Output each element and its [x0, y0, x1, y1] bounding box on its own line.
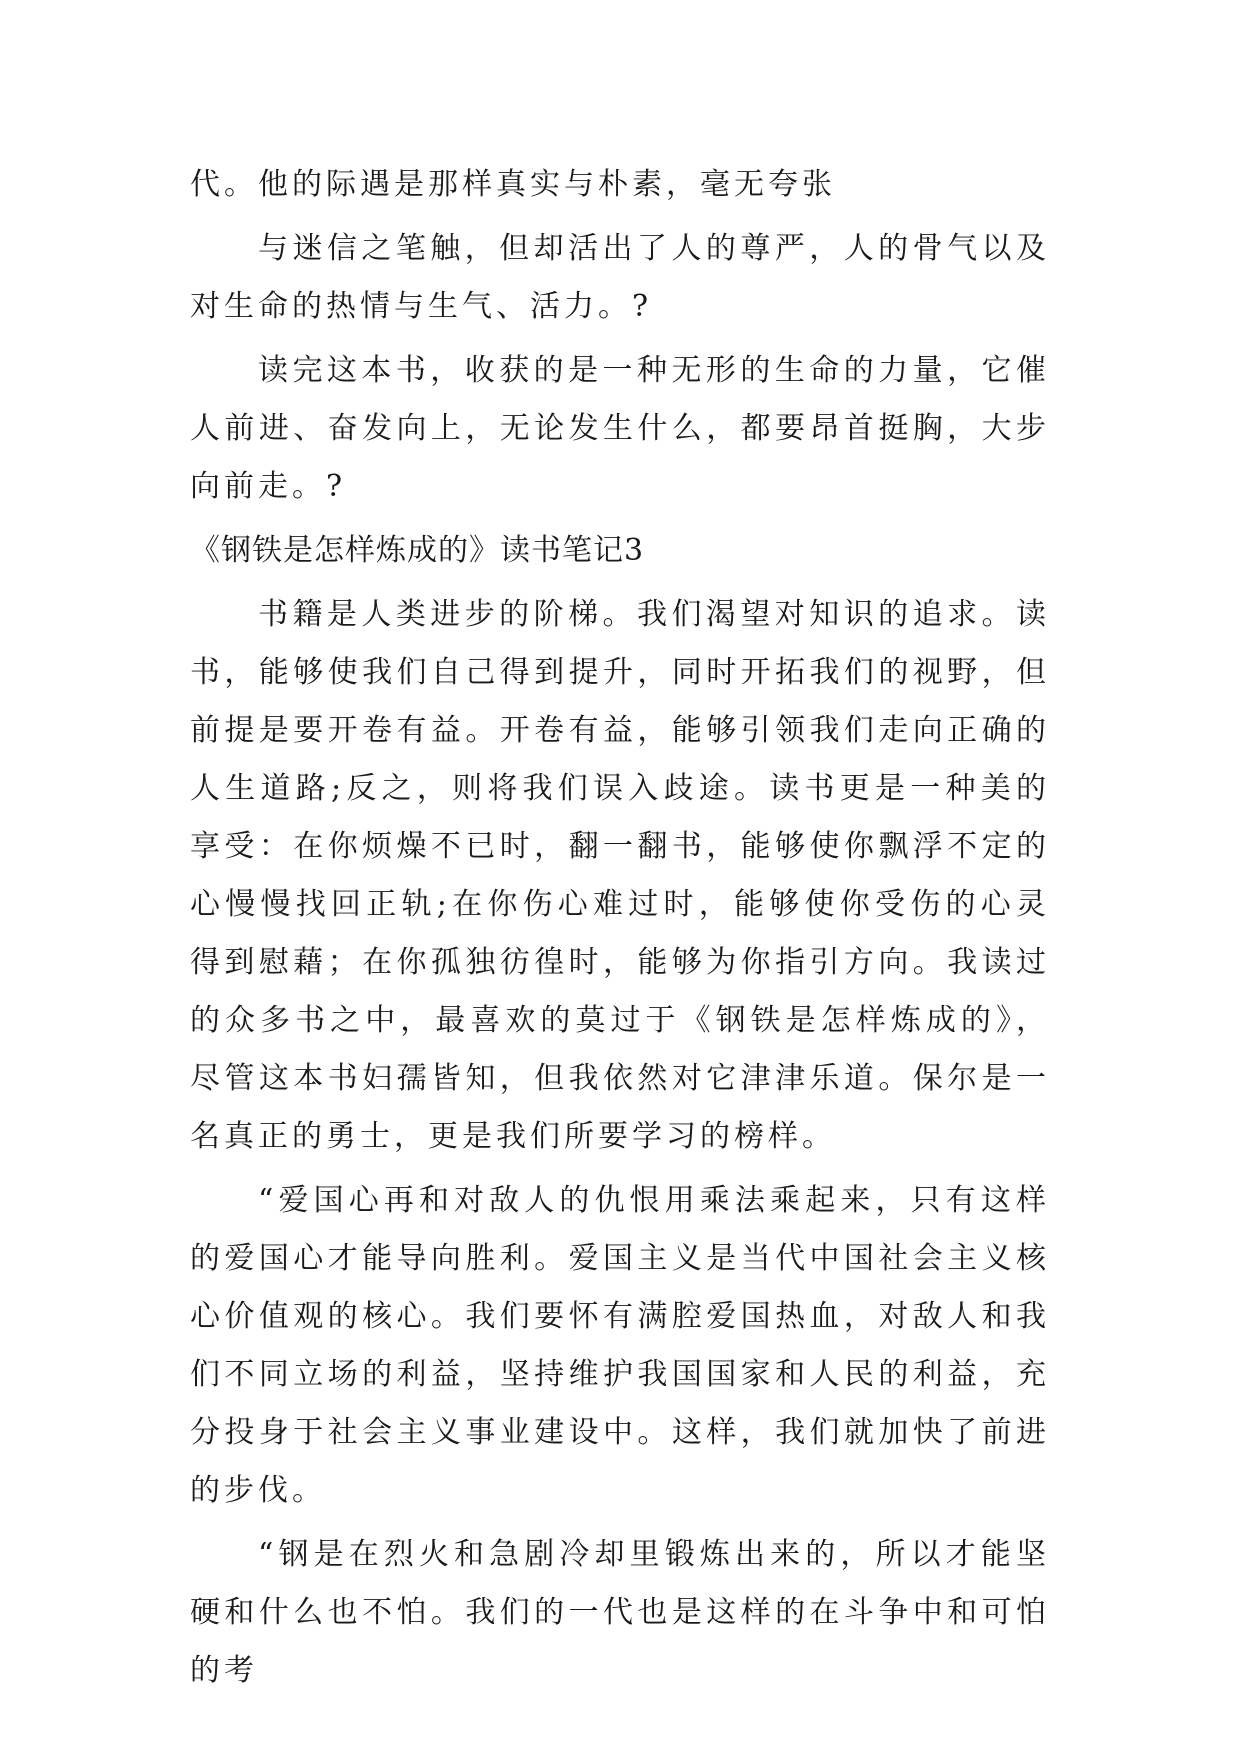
paragraph: “爱国心再和对敌人的仇恨用乘法乘起来，只有这样的爱国心才能导向胜利。爱国主义是当代中国社会主义核心价值观的核心。我们要怀有满腔爱国热血，对敌人和我们不同立场的利益，坚持维护我国国家和人民的利益，充分投身于社会主义事业建设中。这样，我们就加快了前进的步伐。 [190, 1183, 1050, 1508]
paragraph-continuation: 代。他的际遇是那样真实与朴素，毫无夸张 [190, 167, 836, 202]
paragraph: 与迷信之笔触，但却活出了人的尊严，人的骨气以及对生命的热情与生气、活力。? [190, 231, 1050, 324]
paragraph: 书籍是人类进步的阶梯。我们渴望对知识的追求。读书，能够使我们自己得到提升，同时开拓我们的视野，但前提是要开卷有益。开卷有益，能够引领我们走向正确的人生道路;反之，则将我们误入歧途。读书更是一种美的享受：在你烦燥不已时，翻一翻书，能够使你飘浮不定的心慢慢找回正轨;在你伤心难过时，能够使你受伤的心灵得到慰藉；在你孤独彷徨时，能够为你指引方向。我读过的众多书之中，最喜欢的莫过于《钢铁是怎样炼成的》，尽管这本书妇孺皆知，但我依然对它津津乐道。保尔是一名真正的勇士，更是我们所要学习的榜样。 [190, 597, 1050, 1154]
document-body [190, 156, 1050, 1700]
paragraph: “钢是在烈火和急剧冷却里锻炼出来的，所以才能坚硬和什么也不怕。我们的一代也是这样的在斗争中和可怕的考 [190, 1537, 1050, 1688]
paragraph: 读完这本书，收获的是一种无形的生命的力量，它催人前进、奋发向上，无论发生什么，都要昂首挺胸，大步向前走。? [190, 353, 1050, 504]
section-title: 《钢铁是怎样炼成的》读书笔记3 [190, 533, 645, 568]
